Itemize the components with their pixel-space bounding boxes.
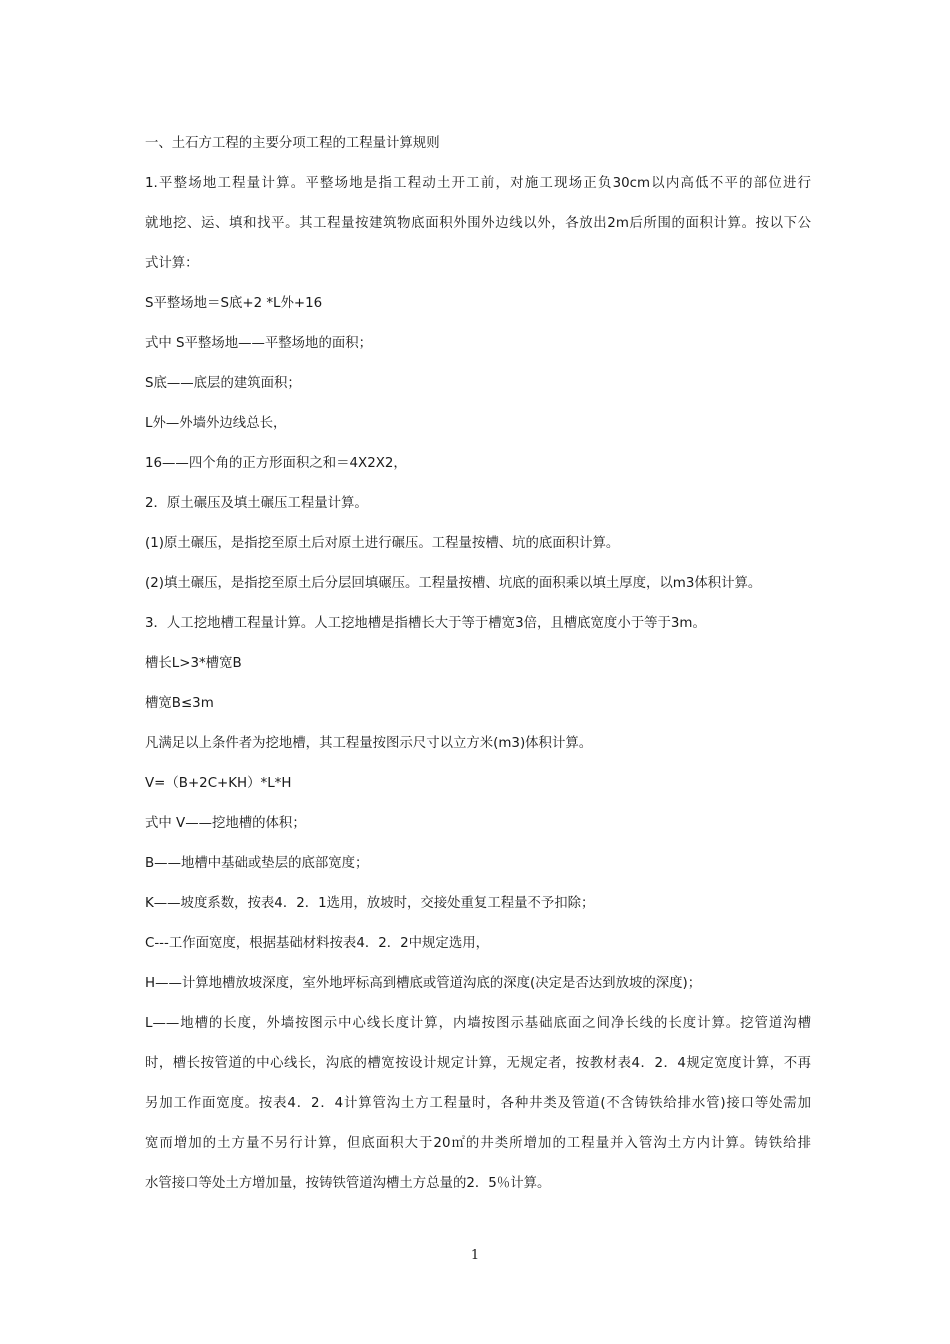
paragraph-line: 时，槽长按管道的中心线长，沟底的槽宽按设计规定计算，无规定者，按教材表4．2．4规定宽度计算，不再 — [145, 1056, 811, 1071]
paragraph-line: (2)填土碾压，是指挖至原土后分层回填碾压。工程量按槽、坑底的面积乘以填土厚度，以m3体积计算。 — [145, 576, 762, 591]
definition-line: 式中 V——挖地槽的体积； — [145, 816, 306, 831]
paragraph-line: 就地挖、运、填和找平。其工程量按建筑物底面积外围外边线以外，各放出2m后所围的面积计算。按以下公 — [145, 216, 811, 231]
page-number: 1 — [470, 1248, 480, 1263]
paragraph-line: 3．人工挖地槽工程量计算。人工挖地槽是指槽长大于等于槽宽3倍，且槽底宽度小于等于3m。 — [145, 616, 706, 631]
paragraph-line: 式计算： — [145, 256, 199, 271]
formula-line: V=（B+2C+KH）*L*H — [145, 776, 292, 791]
paragraph-line: 凡满足以上条件者为挖地槽，其工程量按图示尺寸以立方米(m3)体积计算。 — [145, 736, 593, 751]
definition-line: B——地槽中基础或垫层的底部宽度； — [145, 856, 369, 871]
paragraph-line: L——地槽的长度，外墙按图示中心线长度计算，内墙按图示基础底面之间净长线的长度计算。挖管道沟槽 — [145, 1016, 811, 1031]
formula-line: S平整场地＝S底+2 *L外+16 — [145, 296, 323, 311]
definition-line: 式中 S平整场地——平整场地的面积； — [145, 336, 373, 351]
formula-line: 槽长L>3*槽宽B — [145, 656, 242, 671]
paragraph-line: 水管接口等处土方增加量，按铸铁管道沟槽土方总量的2．5％计算。 — [145, 1176, 551, 1191]
paragraph-line: 另加工作面宽度。按表4．2．4计算管沟土方工程量时，各种井类及管道(不含铸铁给排水管)接口等处需加 — [145, 1096, 811, 1111]
definition-line: L外—外墙外边线总长， — [145, 416, 287, 431]
paragraph-line: 宽而增加的土方量不另行计算，但底面积大于20㎡的井类所增加的工程量并入管沟土方内计算。铸铁给排 — [145, 1136, 811, 1151]
definition-line: 16——四个角的正方形面积之和＝4X2X2， — [145, 456, 407, 471]
definition-line: H——计算地槽放坡深度，室外地坪标高到槽底或管道沟底的深度(决定是否达到放坡的深度)； — [145, 976, 702, 991]
definition-line: K——坡度系数，按表4．2．1选用，放坡时，交接处重复工程量不予扣除； — [145, 896, 595, 911]
definition-line: C---工作面宽度，根据基础材料按表4．2．2中规定选用， — [145, 936, 489, 951]
formula-line: 槽宽B≤3m — [145, 696, 214, 711]
paragraph-line: 1.平整场地工程量计算。平整场地是指工程动土开工前，对施工现场正负30cm以内高低不平的部位进行 — [145, 176, 811, 191]
section-heading: 一、土石方工程的主要分项工程的工程量计算规则 — [145, 136, 440, 151]
paragraph-line: (1)原土碾压，是指挖至原土后对原土进行碾压。工程量按槽、坑的底面积计算。 — [145, 536, 620, 551]
document-body — [145, 124, 811, 1204]
definition-line: S底——底层的建筑面积； — [145, 376, 301, 391]
subsection-heading: 2．原土碾压及填土碾压工程量计算。 — [145, 496, 368, 511]
